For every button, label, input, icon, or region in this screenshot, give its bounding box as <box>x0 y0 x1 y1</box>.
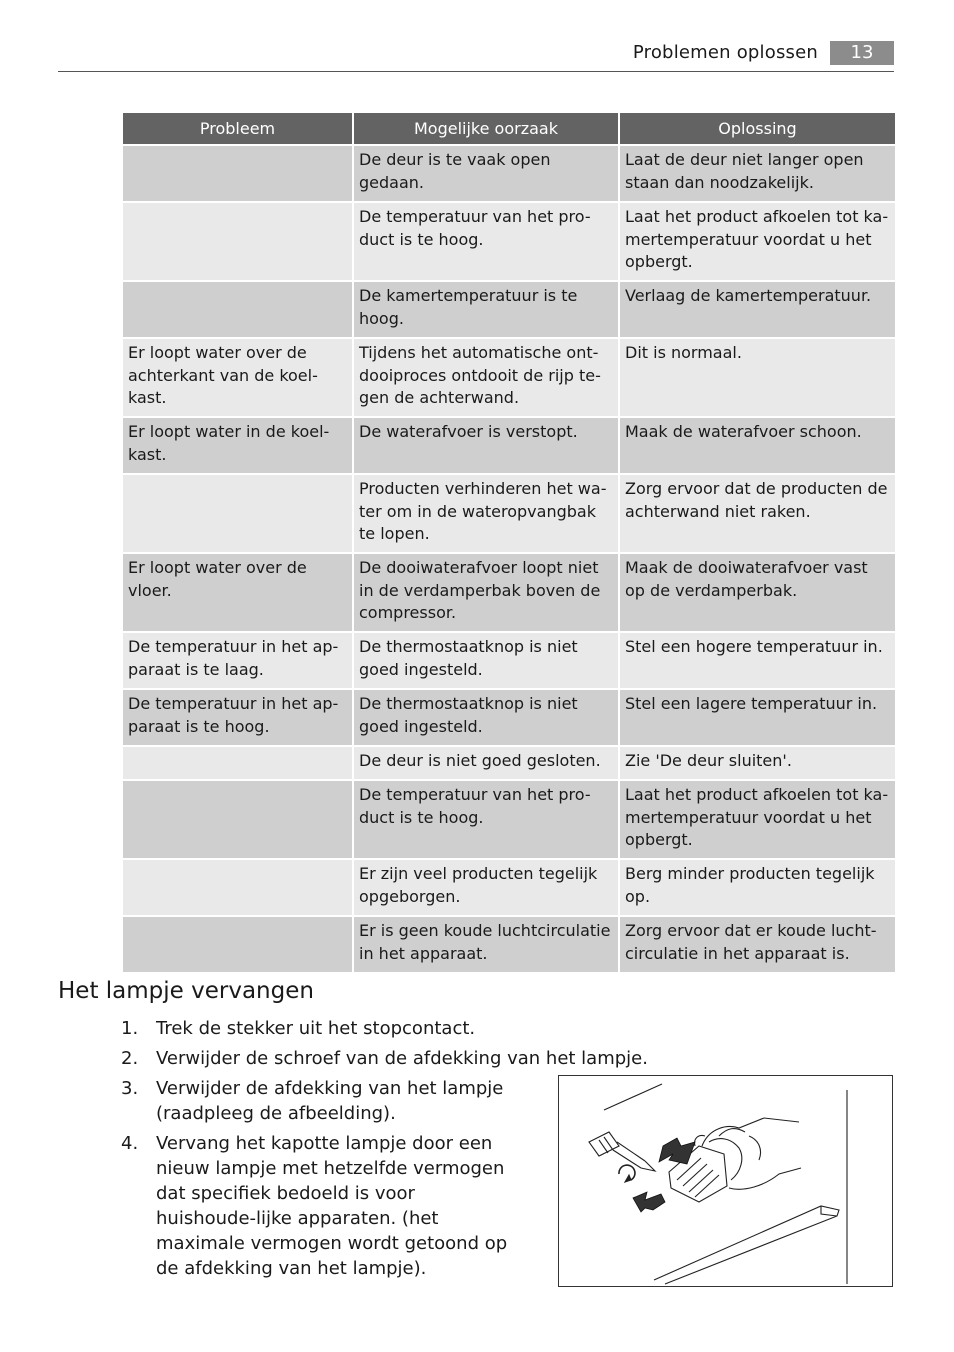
cause-cell: De deur is te vaak open gedaan. <box>354 146 618 201</box>
step-text: Trek de stekker uit het stopcontact. <box>156 1018 476 1039</box>
table-row <box>123 339 895 416</box>
step-number: 1. <box>121 1018 139 1039</box>
table-row <box>123 633 895 688</box>
solution-cell: Laat het product afkoelen tot ka-mertemperatuur voordat u het opbergt. <box>620 203 895 280</box>
table-row <box>123 554 895 631</box>
cause-cell: Producten verhinderen het wa-ter om in de wateropvangbak te lopen. <box>354 475 618 552</box>
table-row <box>123 690 895 745</box>
column-header-cause: Mogelijke oorzaak <box>354 113 618 144</box>
table-row <box>123 860 895 915</box>
table-row <box>123 747 895 779</box>
step-text: Vervang het kapotte lampje door een nieuw lampje met hetzelfde vermogen dat specifiek bedoeld is voor huishoude-lijke apparaten. (het maximale vermogen wordt getoond op de afdekking van het lampje). <box>156 1133 508 1279</box>
list-item <box>121 1046 676 1071</box>
table-row <box>123 475 895 552</box>
troubleshooting-table <box>121 111 897 974</box>
page-number: 13 <box>830 41 894 65</box>
solution-cell: Laat het product afkoelen tot ka-mertemperatuur voordat u het opbergt. <box>620 781 895 858</box>
step-number: 2. <box>121 1048 139 1069</box>
solution-cell: Stel een lagere temperatuur in. <box>620 690 895 745</box>
problem-cell: De temperatuur in het ap-paraat is te laag. <box>123 633 352 688</box>
cause-cell: De dooiwaterafvoer loopt niet in de verdamperbak boven de compressor. <box>354 554 618 631</box>
cause-cell: De temperatuur van het pro-duct is te hoog. <box>354 781 618 858</box>
table-row <box>123 146 895 201</box>
problem-cell <box>123 203 352 280</box>
cause-cell: Tijdens het automatische ont-dooiproces ontdooit de rijp te-gen de achterwand. <box>354 339 618 416</box>
list-item <box>121 1016 676 1041</box>
problem-cell: Er loopt water over de vloer. <box>123 554 352 631</box>
solution-cell: Zorg ervoor dat er koude lucht-circulatie in het apparaat is. <box>620 917 895 972</box>
problem-cell <box>123 475 352 552</box>
solution-cell: Verlaag de kamertemperatuur. <box>620 282 895 337</box>
solution-cell: Stel een hogere temperatuur in. <box>620 633 895 688</box>
problem-cell <box>123 146 352 201</box>
cause-cell: Er is geen koude luchtcirculatie in het apparaat. <box>354 917 618 972</box>
table-row <box>123 418 895 473</box>
page-header <box>58 38 894 72</box>
problem-cell: Er loopt water in de koel-kast. <box>123 418 352 473</box>
solution-cell: Maak de waterafvoer schoon. <box>620 418 895 473</box>
step-number: 4. <box>121 1133 139 1154</box>
table-row <box>123 282 895 337</box>
problem-cell <box>123 747 352 779</box>
problem-cell: Er loopt water over de achterkant van de koel-kast. <box>123 339 352 416</box>
list-item <box>121 1131 518 1281</box>
problem-cell <box>123 917 352 972</box>
cause-cell: De thermostaatknop is niet goed ingesteld. <box>354 690 618 745</box>
solution-cell: Zorg ervoor dat de producten de achterwand niet raken. <box>620 475 895 552</box>
table-header-row <box>123 113 895 144</box>
header-title: Problemen oplossen <box>632 42 818 63</box>
cause-cell: De kamertemperatuur is te hoog. <box>354 282 618 337</box>
cause-cell: De waterafvoer is verstopt. <box>354 418 618 473</box>
step-text: Verwijder de afdekking van het lampje (raadpleeg de afbeelding). <box>156 1078 504 1124</box>
cause-cell: De temperatuur van het pro-duct is te hoog. <box>354 203 618 280</box>
table-row <box>123 917 895 972</box>
lamp-cover-removal-drawing <box>559 1076 892 1286</box>
column-header-problem: Probleem <box>123 113 352 144</box>
solution-cell: Maak de dooiwaterafvoer vast op de verdamperbak. <box>620 554 895 631</box>
problem-cell <box>123 282 352 337</box>
problem-cell <box>123 781 352 858</box>
solution-cell: Berg minder producten tegelijk op. <box>620 860 895 915</box>
list-item <box>121 1076 516 1126</box>
cause-cell: De thermostaatknop is niet goed ingesteld. <box>354 633 618 688</box>
cause-cell: De deur is niet goed gesloten. <box>354 747 618 779</box>
step-number: 3. <box>121 1078 139 1099</box>
table-row <box>123 203 895 280</box>
step-text: Verwijder de schroef van de afdekking van het lampje. <box>156 1048 648 1069</box>
solution-cell: Laat de deur niet langer open staan dan noodzakelijk. <box>620 146 895 201</box>
problem-cell: De temperatuur in het ap-paraat is te hoog. <box>123 690 352 745</box>
solution-cell: Zie 'De deur sluiten'. <box>620 747 895 779</box>
solution-cell: Dit is normaal. <box>620 339 895 416</box>
section-title: Het lampje vervangen <box>58 978 314 1004</box>
problem-cell <box>123 860 352 915</box>
cause-cell: Er zijn veel producten tegelijk opgeborgen. <box>354 860 618 915</box>
column-header-solution: Oplossing <box>620 113 895 144</box>
table-row <box>123 781 895 858</box>
lamp-replacement-illustration <box>558 1075 893 1287</box>
